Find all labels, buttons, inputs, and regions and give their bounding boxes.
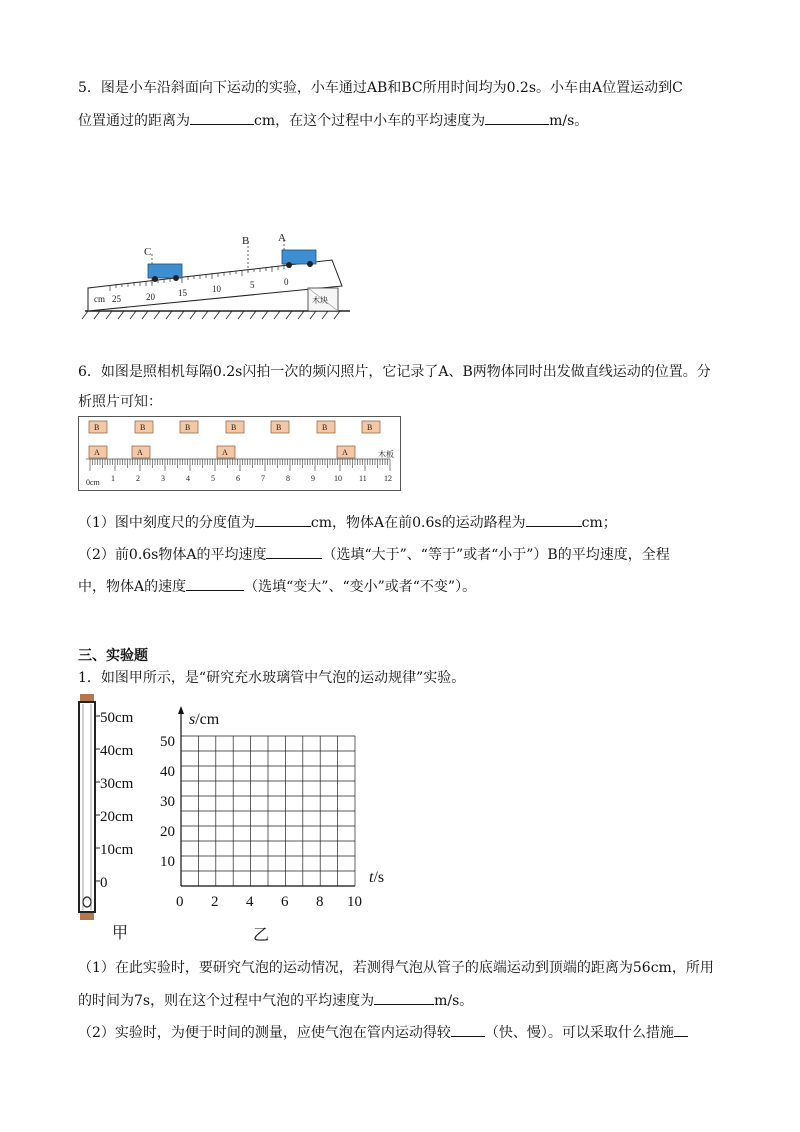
q6-sub2-text-d: （选填“变大”、“变小”或者“不变”）。	[244, 579, 477, 595]
svg-text:s/cm	[189, 711, 220, 728]
fig-jia-tube	[76, 694, 156, 944]
q6-ruler-3: 3	[161, 474, 165, 483]
xtick-6: 6	[281, 894, 289, 910]
q6-ruler-8: 8	[286, 474, 290, 483]
q5-point-a: A	[278, 232, 286, 244]
s3-sub1-text-a: 的时间为7s，则在这个过程中气泡的平均速度为	[78, 993, 375, 1009]
xtick-4: 4	[246, 894, 254, 910]
q5-tick-5: 5	[250, 280, 255, 290]
q6-sub1-text-a: （1）图中刻度尺的分度值为	[78, 515, 255, 531]
q6-blank-speed-change[interactable]	[186, 576, 244, 591]
tube-label-40: 40cm	[100, 743, 134, 759]
q5-point-b: B	[242, 235, 250, 247]
q6-sub2-text-c: 中，物体A的速度	[78, 579, 187, 595]
q6-box-a1: A	[94, 448, 100, 457]
ytick-20: 20	[160, 824, 175, 840]
s3-q1-intro: 1．如图甲所示，是“研究充水玻璃管中气泡的运动规律”实验。	[78, 670, 466, 686]
xtick-0: 0	[176, 894, 184, 910]
q6-line1: 6．如图是照相机每隔0.2s闪拍一次的频闪照片，它记录了A、B两物体同时出发做直线运动的位置。分	[78, 364, 711, 380]
q6-blank-path[interactable]	[526, 512, 582, 527]
q5-incline-figure	[80, 228, 360, 323]
q6-box-b6: B	[322, 423, 328, 432]
xtick-2: 2	[211, 894, 219, 910]
q6-ruler-zero: 0cm	[86, 478, 100, 487]
fig-yi-caption: 乙	[253, 927, 270, 944]
q5-line1: 5．图是小车沿斜面向下运动的实验，小车通过AB和BC所用时间均为0.2s。小车由A位置运动到C	[78, 80, 683, 96]
s3-sub2-text-b: （快、慢）。可以采取什么措施	[484, 1025, 674, 1041]
q5-line2	[78, 110, 588, 131]
ytick-40: 40	[160, 764, 175, 780]
q6-sub2-line1	[78, 544, 670, 565]
q6-ruler-4: 4	[186, 474, 190, 483]
q6-blank-division[interactable]	[255, 512, 311, 527]
q6-sub1-text-b: cm，物体A在前0.6s的运动路程为	[310, 515, 526, 531]
q5-tick-20: 20	[146, 292, 155, 302]
q6-box-b2: B	[140, 423, 146, 432]
q6-ruler-5: 5	[211, 474, 215, 483]
q6-ruler-11: 11	[359, 474, 367, 483]
tube-label-30: 30cm	[100, 776, 134, 792]
q6-sub2-text-a: （2）前0.6s物体A的平均速度	[78, 547, 267, 563]
xtick-8: 8	[316, 894, 324, 910]
q5-tick-10: 10	[212, 284, 221, 294]
q6-ruler-9: 9	[311, 474, 315, 483]
q6-box-a4: A	[342, 448, 348, 457]
ylabel-var: s	[189, 711, 196, 728]
s3-blank-bubble-speed[interactable]	[374, 990, 434, 1005]
q6-ruler-7: 7	[261, 474, 265, 483]
q5-text-a: 位置通过的距离为	[78, 113, 190, 129]
q6-line2: 析照片可知：	[78, 394, 162, 410]
s3-blank-measure[interactable]	[674, 1022, 688, 1037]
q5-block-label: 木块	[312, 296, 328, 305]
q6-blank-compare[interactable]	[266, 544, 322, 559]
s3-blank-fast-slow[interactable]	[451, 1022, 485, 1037]
s3-sub1-text-b: m/s。	[434, 993, 474, 1009]
q5-unit: cm	[94, 294, 105, 304]
q5-text-c: m/s。	[549, 113, 589, 129]
tube-label-20: 20cm	[100, 809, 134, 825]
xtick-10: 10	[347, 894, 362, 910]
q6-box-b7: B	[367, 423, 373, 432]
tube-label-50: 50cm	[100, 710, 134, 726]
q6-ruler-10: 10	[334, 474, 342, 483]
q5-blank-speed[interactable]	[485, 110, 549, 125]
q6-box-a2: A	[137, 448, 143, 457]
q5-tick-25: 25	[112, 294, 121, 304]
q6-sub2-text-b: （选填“大于”、“等于”或者“小于”）B的平均速度，全程	[322, 547, 670, 563]
tube-label-10: 10cm	[100, 842, 134, 858]
fig-jia-caption: 甲	[112, 925, 129, 942]
q6-sub1	[78, 512, 617, 533]
q6-box-b3: B	[185, 423, 191, 432]
section-heading: 三、实验题	[78, 648, 148, 664]
q5-text-b: cm，在这个过程中小车的平均速度为	[254, 113, 486, 129]
q6-ruler-6: 6	[236, 474, 240, 483]
s3-sub2	[78, 1022, 688, 1043]
q5-tick-15: 15	[178, 288, 187, 298]
q6-ruler-1: 1	[111, 474, 115, 483]
xlabel-var: t	[369, 869, 374, 886]
q6-board-label: 木板	[378, 450, 394, 459]
s3-sub1-line2	[78, 990, 473, 1011]
q6-box-b4: B	[231, 423, 237, 432]
q6-sub2-line2	[78, 576, 476, 597]
fig-yi-grid	[155, 704, 400, 946]
tube-label-0: 0	[100, 875, 108, 891]
q6-box-a3: A	[222, 448, 228, 457]
ytick-50: 50	[160, 734, 175, 750]
air-bubble	[83, 897, 91, 907]
q5-point-c: C	[144, 246, 152, 258]
q5-tick-0: 0	[284, 277, 289, 287]
q6-box-b5: B	[276, 423, 282, 432]
s3-sub2-text-a: （2）实验时，为便于时间的测量，应使气泡在管内运动得较	[78, 1025, 451, 1041]
q6-box-b1: B	[94, 423, 100, 432]
s3-sub1-line1: （1）在此实验时，要研究气泡的运动情况，若测得气泡从管子的底端运动到顶端的距离为56cm，所用	[78, 960, 714, 976]
q5-blank-distance[interactable]	[190, 110, 254, 125]
svg-text:t/s	[369, 869, 384, 886]
ytick-10: 10	[160, 854, 175, 870]
xlabel-unit: /s	[373, 869, 385, 886]
q6-ruler-2: 2	[136, 474, 140, 483]
q6-strobe-figure	[78, 416, 402, 492]
q6-sub1-text-c: cm；	[581, 515, 617, 531]
ylabel-unit: /cm	[195, 711, 220, 728]
ytick-30: 30	[160, 794, 175, 810]
q6-ruler-12: 12	[384, 474, 392, 483]
